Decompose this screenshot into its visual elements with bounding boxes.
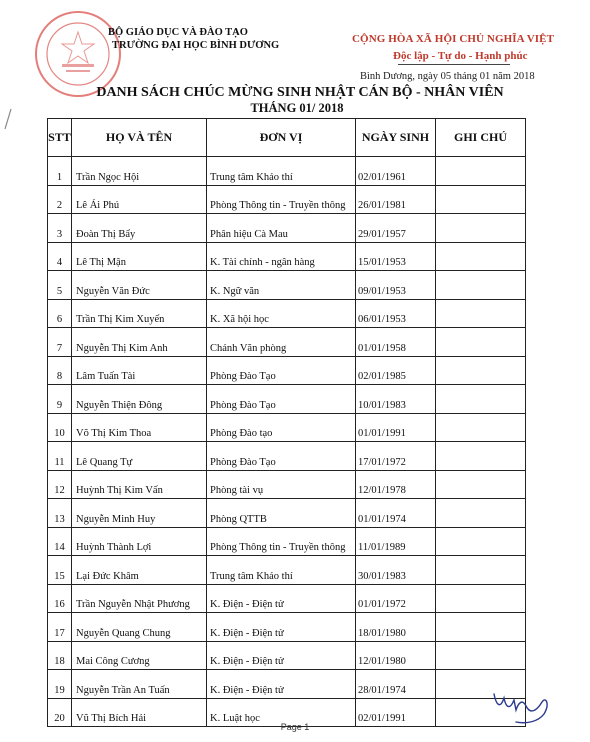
cell-unit: Phòng QTTB bbox=[207, 499, 356, 528]
cell-notes bbox=[436, 214, 526, 243]
cell-notes bbox=[436, 271, 526, 300]
table-row bbox=[48, 185, 526, 214]
cell-name: Nguyễn Minh Huy bbox=[72, 499, 207, 528]
cell-notes bbox=[436, 442, 526, 471]
cell-notes bbox=[436, 299, 526, 328]
table-row bbox=[48, 613, 526, 642]
cell-unit: K. Điện - Điện tử bbox=[207, 641, 356, 670]
table-row bbox=[48, 157, 526, 186]
cell-name: Mai Công Cương bbox=[72, 641, 207, 670]
cell-unit: Phòng Đào Tạo bbox=[207, 385, 356, 414]
cell-stt: 6 bbox=[48, 299, 72, 328]
cell-notes bbox=[436, 356, 526, 385]
document-title: DANH SÁCH CHÚC MỪNG SINH NHẬT CÁN BỘ - NHÂN VIÊN bbox=[96, 85, 504, 100]
cell-notes bbox=[436, 556, 526, 585]
cell-unit: Phòng Thông tin - Truyền thông bbox=[207, 527, 356, 556]
cell-name: Huỳnh Thành Lợi bbox=[72, 527, 207, 556]
table-row bbox=[48, 527, 526, 556]
table-row bbox=[48, 328, 526, 357]
cell-name: Vũ Thị Bích Hải bbox=[72, 698, 207, 727]
cell-stt: 1 bbox=[48, 157, 72, 186]
cell-notes bbox=[436, 185, 526, 214]
col-header-notes: GHI CHÚ bbox=[436, 119, 526, 157]
cell-unit: Phòng Đào Tạo bbox=[207, 442, 356, 471]
cell-name: Lê Thị Mận bbox=[72, 242, 207, 271]
col-header-unit: ĐƠN VỊ bbox=[207, 119, 356, 157]
cell-unit: K. Luật học bbox=[207, 698, 356, 727]
cell-notes bbox=[436, 470, 526, 499]
table-row bbox=[48, 499, 526, 528]
cell-stt: 9 bbox=[48, 385, 72, 414]
national-title: CỘNG HÒA XÃ HỘI CHỦ NGHĨA VIỆT bbox=[352, 33, 555, 45]
page-number: Page 1 bbox=[280, 722, 310, 732]
cell-unit: Phòng Đào tạo bbox=[207, 413, 356, 442]
cell-stt: 7 bbox=[48, 328, 72, 357]
cell-dob: 09/01/1953 bbox=[356, 271, 436, 300]
cell-name: Nguyễn Thiện Đông bbox=[72, 385, 207, 414]
table-row bbox=[48, 442, 526, 471]
cell-unit: Phòng Thông tin - Truyền thông bbox=[207, 185, 356, 214]
cell-stt: 2 bbox=[48, 185, 72, 214]
table-row bbox=[48, 470, 526, 499]
cell-dob: 18/01/1980 bbox=[356, 613, 436, 642]
cell-name: Trần Nguyễn Nhật Phương bbox=[72, 584, 207, 613]
cell-unit: Phòng tài vụ bbox=[207, 470, 356, 499]
cell-notes bbox=[436, 584, 526, 613]
birthday-list-table bbox=[47, 118, 526, 727]
cell-unit: K. Tài chính - ngân hàng bbox=[207, 242, 356, 271]
cell-unit: Trung tâm Khảo thí bbox=[207, 157, 356, 186]
document-subtitle: THÁNG 01/ 2018 bbox=[250, 101, 344, 115]
cell-dob: 12/01/1980 bbox=[356, 641, 436, 670]
cell-stt: 3 bbox=[48, 214, 72, 243]
cell-name: Nguyễn Văn Đức bbox=[72, 271, 207, 300]
cell-stt: 10 bbox=[48, 413, 72, 442]
cell-unit: K. Xã hội học bbox=[207, 299, 356, 328]
cell-dob: 15/01/1953 bbox=[356, 242, 436, 271]
cell-unit: Chánh Văn phòng bbox=[207, 328, 356, 357]
table-row bbox=[48, 385, 526, 414]
cell-stt: 11 bbox=[48, 442, 72, 471]
cell-name: Võ Thị Kim Thoa bbox=[72, 413, 207, 442]
cell-dob: 26/01/1981 bbox=[356, 185, 436, 214]
cell-stt: 5 bbox=[48, 271, 72, 300]
cell-unit: K. Điện - Điện tử bbox=[207, 584, 356, 613]
cell-unit: Trung tâm Khảo thí bbox=[207, 556, 356, 585]
cell-notes bbox=[436, 242, 526, 271]
cell-unit: Phân hiệu Cà Mau bbox=[207, 214, 356, 243]
ministry-name: BỘ GIÁO DỤC VÀ ĐÀO TẠO bbox=[108, 27, 248, 38]
cell-dob: 29/01/1957 bbox=[356, 214, 436, 243]
cell-name: Trần Thị Kim Xuyến bbox=[72, 299, 207, 328]
table-header-row bbox=[48, 119, 526, 157]
col-header-dob: NGÀY SINH bbox=[356, 119, 436, 157]
table-row bbox=[48, 670, 526, 699]
cell-dob: 28/01/1974 bbox=[356, 670, 436, 699]
cell-unit: Phòng Đào Tạo bbox=[207, 356, 356, 385]
table-row bbox=[48, 641, 526, 670]
cell-dob: 02/01/1985 bbox=[356, 356, 436, 385]
cell-unit: K. Điện - Điện tử bbox=[207, 613, 356, 642]
cell-name: Nguyễn Quang Chung bbox=[72, 613, 207, 642]
cell-notes bbox=[436, 157, 526, 186]
cell-dob: 02/01/1961 bbox=[356, 157, 436, 186]
cell-stt: 13 bbox=[48, 499, 72, 528]
cell-name: Nguyễn Thị Kim Anh bbox=[72, 328, 207, 357]
cell-stt: 14 bbox=[48, 527, 72, 556]
cell-dob: 12/01/1978 bbox=[356, 470, 436, 499]
cell-dob: 01/01/1991 bbox=[356, 413, 436, 442]
cell-dob: 01/01/1974 bbox=[356, 499, 436, 528]
cell-name: Đoàn Thị Bẩy bbox=[72, 214, 207, 243]
cell-dob: 17/01/1972 bbox=[356, 442, 436, 471]
cell-stt: 18 bbox=[48, 641, 72, 670]
table-row bbox=[48, 299, 526, 328]
motto-underline bbox=[398, 64, 510, 65]
table-row bbox=[48, 214, 526, 243]
cell-stt: 4 bbox=[48, 242, 72, 271]
cell-notes bbox=[436, 413, 526, 442]
school-name: TRƯỜNG ĐẠI HỌC BÌNH DƯƠNG bbox=[112, 40, 280, 51]
cell-notes bbox=[436, 641, 526, 670]
cell-name: Lê Ái Phú bbox=[72, 185, 207, 214]
cell-notes bbox=[436, 527, 526, 556]
cell-dob: 01/01/1958 bbox=[356, 328, 436, 357]
cell-dob: 02/01/1991 bbox=[356, 698, 436, 727]
cell-stt: 20 bbox=[48, 698, 72, 727]
cell-stt: 8 bbox=[48, 356, 72, 385]
cell-notes bbox=[436, 613, 526, 642]
table-row bbox=[48, 556, 526, 585]
col-header-stt: STT bbox=[48, 119, 72, 157]
table-row bbox=[48, 584, 526, 613]
cell-dob: 11/01/1989 bbox=[356, 527, 436, 556]
table-row bbox=[48, 271, 526, 300]
cell-unit: K. Điện - Điện tử bbox=[207, 670, 356, 699]
cell-stt: 16 bbox=[48, 584, 72, 613]
cell-stt: 19 bbox=[48, 670, 72, 699]
table-row bbox=[48, 356, 526, 385]
table-row bbox=[48, 242, 526, 271]
document-dateline: Bình Dương, ngày 05 tháng 01 năm 2018 bbox=[360, 71, 535, 82]
cell-dob: 10/01/1983 bbox=[356, 385, 436, 414]
cell-stt: 17 bbox=[48, 613, 72, 642]
col-header-name: HỌ VÀ TÊN bbox=[72, 119, 207, 157]
cell-name: Huỳnh Thị Kim Vấn bbox=[72, 470, 207, 499]
cell-notes bbox=[436, 385, 526, 414]
cell-name: Lê Quang Tự bbox=[72, 442, 207, 471]
cell-dob: 06/01/1953 bbox=[356, 299, 436, 328]
table-row bbox=[48, 413, 526, 442]
cell-notes bbox=[436, 499, 526, 528]
cell-notes bbox=[436, 328, 526, 357]
cell-name: Lại Đức Khâm bbox=[72, 556, 207, 585]
national-motto: Độc lập - Tự do - Hạnh phúc bbox=[393, 50, 528, 62]
cell-stt: 12 bbox=[48, 470, 72, 499]
cell-name: Trần Ngọc Hội bbox=[72, 157, 207, 186]
cell-name: Lâm Tuấn Tài bbox=[72, 356, 207, 385]
table-body bbox=[48, 157, 526, 727]
cell-unit: K. Ngữ văn bbox=[207, 271, 356, 300]
cell-dob: 01/01/1972 bbox=[356, 584, 436, 613]
cell-stt: 15 bbox=[48, 556, 72, 585]
cell-name: Nguyễn Trần An Tuấn bbox=[72, 670, 207, 699]
cell-dob: 30/01/1983 bbox=[356, 556, 436, 585]
